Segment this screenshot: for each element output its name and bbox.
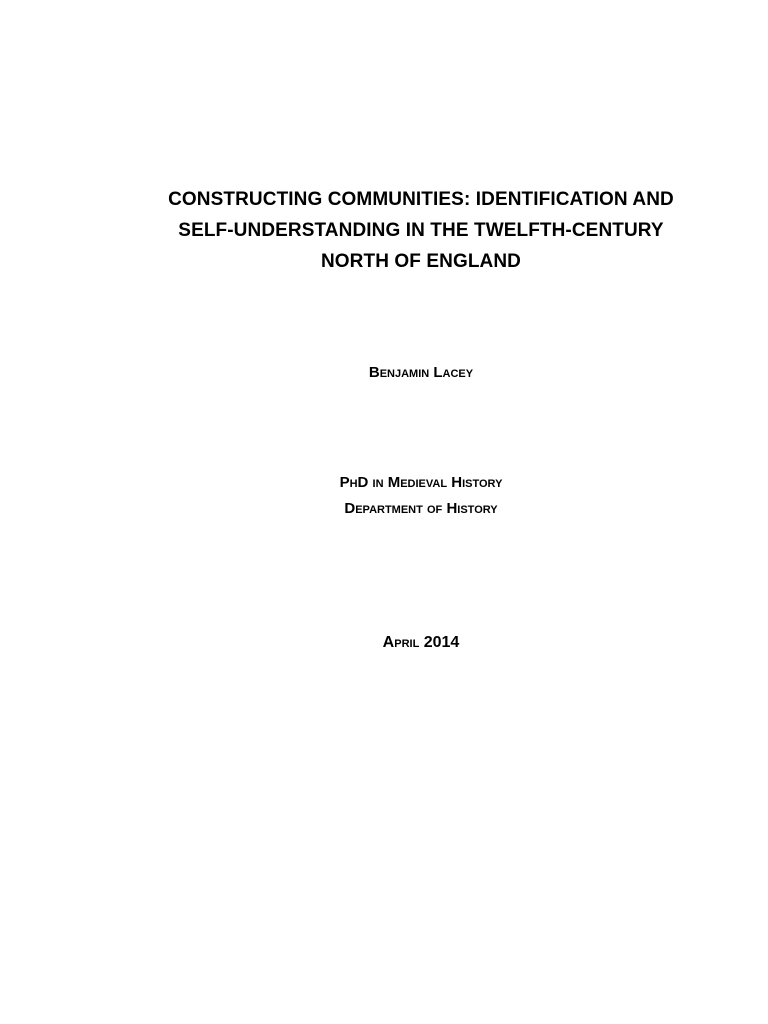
submission-date: [0, 630, 768, 656]
author-name-text: Benjamin Lacey: [368, 364, 474, 381]
thesis-title: [0, 184, 768, 277]
thesis-title-line-3: NORTH OF ENGLAND: [320, 251, 522, 272]
submission-date-text: April 2014: [382, 634, 460, 651]
author-name: [0, 360, 768, 386]
thesis-title-line-1: CONSTRUCTING COMMUNITIES: IDENTIFICATION AND: [168, 189, 674, 210]
thesis-title-line-2: SELF-UNDERSTANDING IN THE TWELFTH-CENTURY: [178, 220, 664, 241]
department-name: Department of History: [344, 500, 498, 517]
degree-program: PhD in Medieval History: [339, 474, 503, 491]
degree-info: [0, 470, 768, 522]
